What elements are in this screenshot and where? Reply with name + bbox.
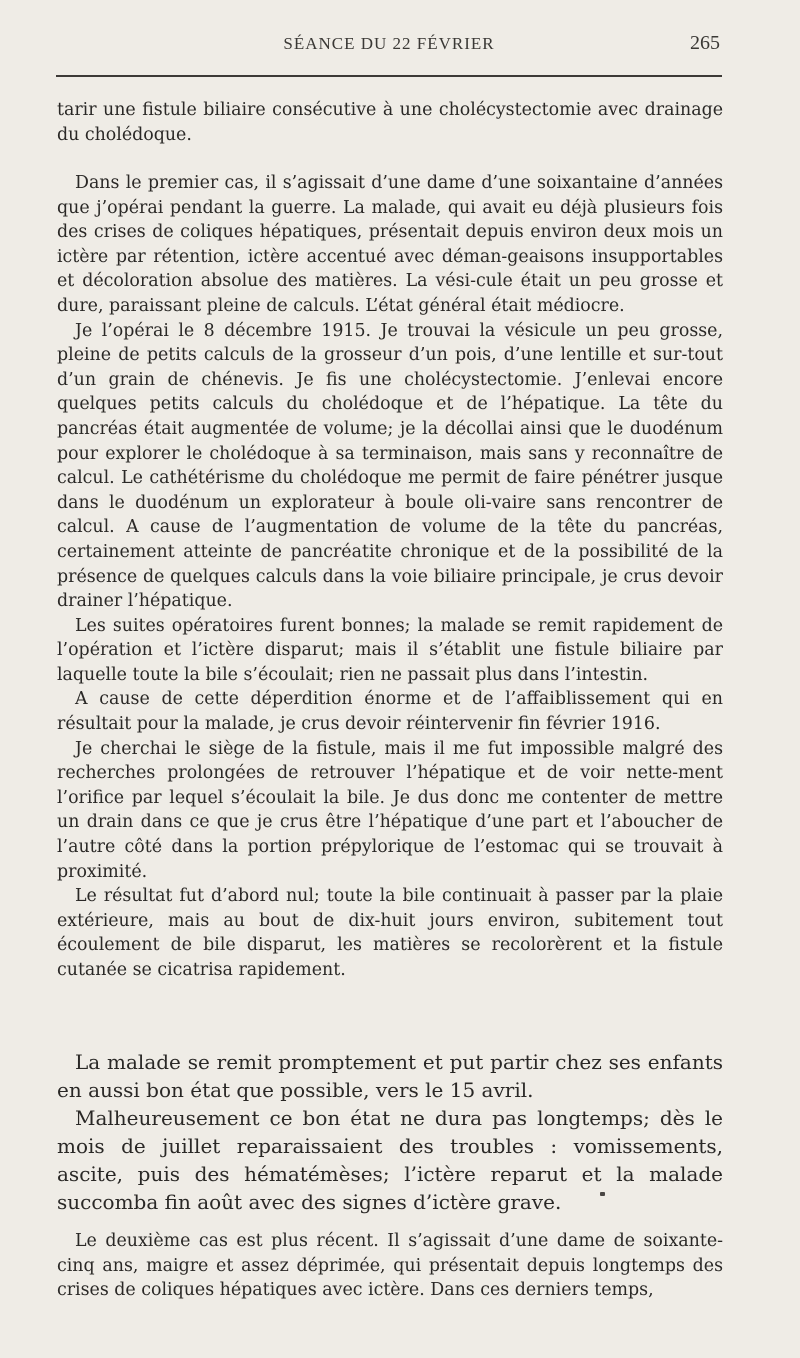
paragraph: Malheureusement ce bon état ne dura pas longtemps; dès le mois de juillet reparaissaient des troubles : vomissements, ascite, puis des hématémèses; l’ictère reparut et la malade succomba fin août avec des signes d’ictère grave. xyxy=(57,1106,723,1214)
paragraph: Les suites opératoires furent bonnes; la malade se remit rapidement de l’opération et l’ictère disparut; mais il s’établit une fistule biliaire par laquelle toute la bile s’écoulait; rien ne passait plus dans l’intestin. xyxy=(57,615,723,685)
paragraph: Le deuxième cas est plus récent. Il s’agissait d’une dame de soixante-cinq ans, maigre et assez déprimée, qui présentait depuis longtemps des crises de coliques hépatiques avec ictère. Dans ces derniers temps, xyxy=(57,1231,723,1301)
ink-speck xyxy=(600,1192,605,1196)
paragraph: La malade se remit promptement et put partir chez ses enfants en aussi bon état que possible, vers le 15 avril. xyxy=(57,1050,723,1102)
paragraph: Dans le premier cas, il s’agissait d’une dame d’une soixantaine d’années que j’opérai pendant la guerre. La malade, qui avait eu déjà plusieurs fois des crises de coliques hépatiques, présentait depuis environ deux mois un ictère par rétention, ictère accentué avec déman-geaisons insupportables et décoloration absolue des matières. La vési-cule était un peu grosse et dure, paraissant pleine de calculs. L’état général était médiocre. xyxy=(57,173,723,316)
header-rule xyxy=(56,75,722,77)
page-number: 265 xyxy=(690,32,720,54)
paragraph: tarir une fistule biliaire consécutive à une cholécystectomie avec drainage du cholédoque. xyxy=(57,100,723,145)
running-head xyxy=(56,34,722,58)
continuation-block xyxy=(57,98,723,147)
paragraph: A cause de cette déperdition énorme et de l’affaiblissement qui en résultait pour la malade, je crus devoir réintervenir fin février 1916. xyxy=(57,689,723,735)
second-case-block xyxy=(57,1229,723,1303)
running-title: SÉANCE DU 22 FÉVRIER xyxy=(283,34,495,53)
paragraph: Je l’opérai le 8 décembre 1915. Je trouvai la vésicule un peu grosse, pleine de petits calculs de la grosseur d’un pois, d’une lentille et sur-tout d’un grain de chénevis. Je fis une cholécystectomie. J’enlevai encore quelques petits calculs du cholédoque et de l’hépatique. La tête du pancréas était augmentée de volume; je la décollai ainsi que le duodénum pour explorer le cholédoque à sa terminaison, mais sans y reconnaître de calcul. Le cathétérisme du cholédoque me permit de faire pénétrer jusque dans le duodénum un explorateur à boule oli-vaire sans rencontrer de calcul. A cause de l’augmentation de volume de la tête du pancréas, certainement atteinte de pancréatite chronique et de la possibilité de la présence de quelques calculs dans la voie biliaire principale, je crus devoir drainer l’hépatique. xyxy=(57,320,723,612)
paragraph: Le résultat fut d’abord nul; toute la bile continuait à passer par la plaie extérieure, mais au bout de dix-huit jours environ, subitement tout écoulement de bile disparut, les matières se recolorèrent et la fistule cutanée se cicatrisa rapidement. xyxy=(57,886,723,980)
outcome-block xyxy=(57,1048,723,1216)
first-case-block xyxy=(57,171,723,983)
paragraph: Je cherchai le siège de la fistule, mais il me fut impossible malgré des recherches prolongées de retrouver l’hépatique et de voir nette-ment l’orifice par lequel s’écoulait la bile. Je dus donc me contenter de mettre un drain dans ce que je crus être l’hépatique d’une part et l’aboucher de l’autre côté dans la portion prépylorique de l’estomac qui se trouvait à proximité. xyxy=(57,738,723,882)
